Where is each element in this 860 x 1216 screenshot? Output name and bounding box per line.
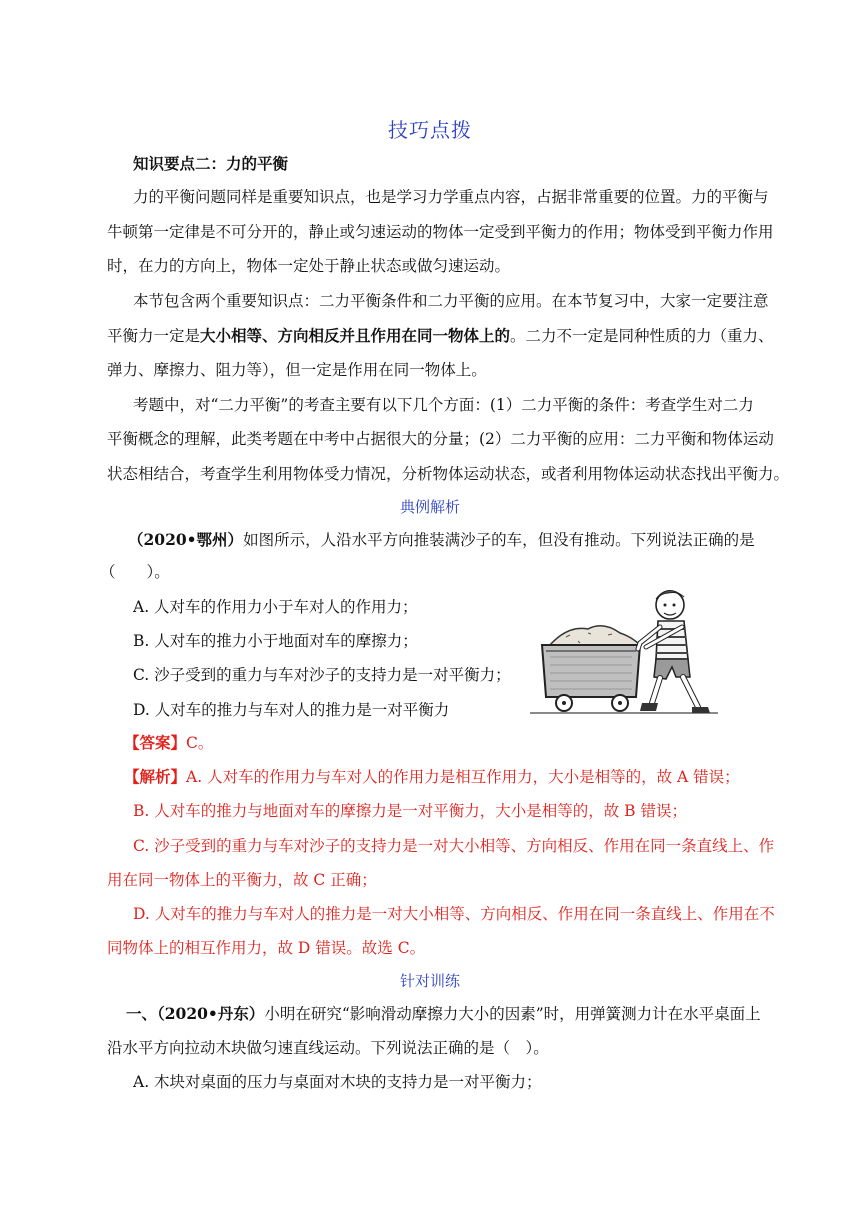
- analysis-b: B. 人对车的推力与地面对车的摩擦力是一对平衡力，大小是相等的，故 B 错误；: [133, 802, 687, 820]
- analysis-c-line2: 用在同一物体上的平衡力，故 C 正确；: [107, 871, 377, 889]
- para1-line2: 牛顿第一定律是不可分开的，静止或匀速运动的物体一定受到平衡力的作用；物体受到平衡力作用: [107, 223, 774, 241]
- question-stem-2: （ ）。: [100, 563, 170, 581]
- practice-option-a: A. 木块对桌面的压力与桌面对木块的支持力是一对平衡力；: [133, 1073, 542, 1091]
- question-source: （2020•鄂州）: [128, 530, 244, 549]
- analysis-a: A. 人对车的作用力与车对人的作用力是相互作用力，大小是相等的，故 A 错误；: [186, 768, 740, 786]
- para1-line1: 力的平衡问题同样是重要知识点，也是学习力学重点内容，占据非常重要的位置。力的平衡与: [133, 188, 769, 206]
- para3-line2: 平衡概念的理解，此类考题在中考中占据很大的分量；(2）二力平衡的应用：二力平衡和物体运动: [107, 430, 774, 448]
- question-text: 如图所示，人沿水平方向推装满沙子的车，但没有推动。下列说法正确的是: [243, 531, 755, 549]
- para3-line3: 状态相结合，考查学生利用物体受力情况，分析物体运动状态，或者利用物体运动状态找出平衡力。: [107, 465, 790, 483]
- option-d: D. 人对车的推力与车对人的推力是一对平衡力: [133, 701, 450, 719]
- para2-line2: [107, 326, 774, 346]
- para2-line1: 本节包含两个重要知识点：二力平衡条件和二力平衡的应用。在本节复习中，大家一定要注意: [133, 292, 769, 310]
- analysis-line1: [124, 767, 784, 787]
- analysis-d-line1: D. 人对车的推力与车对人的推力是一对大小相等、方向相反、作用在同一条直线上、作用在不: [133, 905, 775, 923]
- analysis-label: 【解析】: [124, 767, 187, 786]
- analysis-d-line2: 同物体上的相互作用力，故 D 错误。故选 C。: [107, 939, 426, 957]
- answer-label: 【答案】: [124, 733, 187, 752]
- question-stem: [128, 530, 788, 550]
- option-a: A. 人对车的作用力小于车对人的作用力；: [133, 598, 418, 616]
- practice-stem: [126, 1004, 786, 1024]
- para2-line2-bold: 大小相等、方向相反并且作用在同一物体上的: [200, 326, 511, 345]
- para2-line3: 弹力、摩擦力、阻力等），但一定是作用在同一物体上。: [107, 361, 487, 379]
- section-heading: 知识要点二：力的平衡: [133, 154, 289, 173]
- practice-source: （2020•丹东）: [157, 1004, 265, 1023]
- practice-text: 小明在研究“影响滑动摩擦力大小的因素”时，用弹簧测力计在水平桌面上: [264, 1005, 761, 1023]
- answer-value: C。: [186, 734, 214, 752]
- para3-line1: 考题中，对“二力平衡”的考查主要有以下几个方面：(1）二力平衡的条件：考查学生对二力: [133, 396, 754, 414]
- answer-line: [124, 733, 784, 753]
- practice-stem-2: 沿水平方向拉动木块做匀速直线运动。下列说法正确的是（ ）。: [107, 1039, 549, 1057]
- practice-heading: 针对训练: [399, 972, 460, 990]
- practice-number: 一、: [126, 1004, 158, 1023]
- page-title: 技巧点拨: [388, 118, 472, 142]
- para1-line3: 时，在力的方向上，物体一定处于静止状态或做匀速运动。: [107, 257, 511, 275]
- option-c: C. 沙子受到的重力与车对沙子的支持力是一对平衡力；: [133, 666, 511, 684]
- para2-line2-post: 。二力不一定是同种性质的力（重力、: [510, 327, 774, 345]
- person-pushing-cart-illustration: [528, 585, 720, 717]
- option-b: B. 人对车的推力小于地面对车的摩擦力；: [133, 632, 418, 650]
- para2-line2-pre: 平衡力一定是: [107, 327, 201, 345]
- analysis-c-line1: C. 沙子受到的重力与车对沙子的支持力是一对大小相等、方向相反、作用在同一条直线上、作: [133, 837, 775, 855]
- example-heading: 典例解析: [399, 498, 460, 516]
